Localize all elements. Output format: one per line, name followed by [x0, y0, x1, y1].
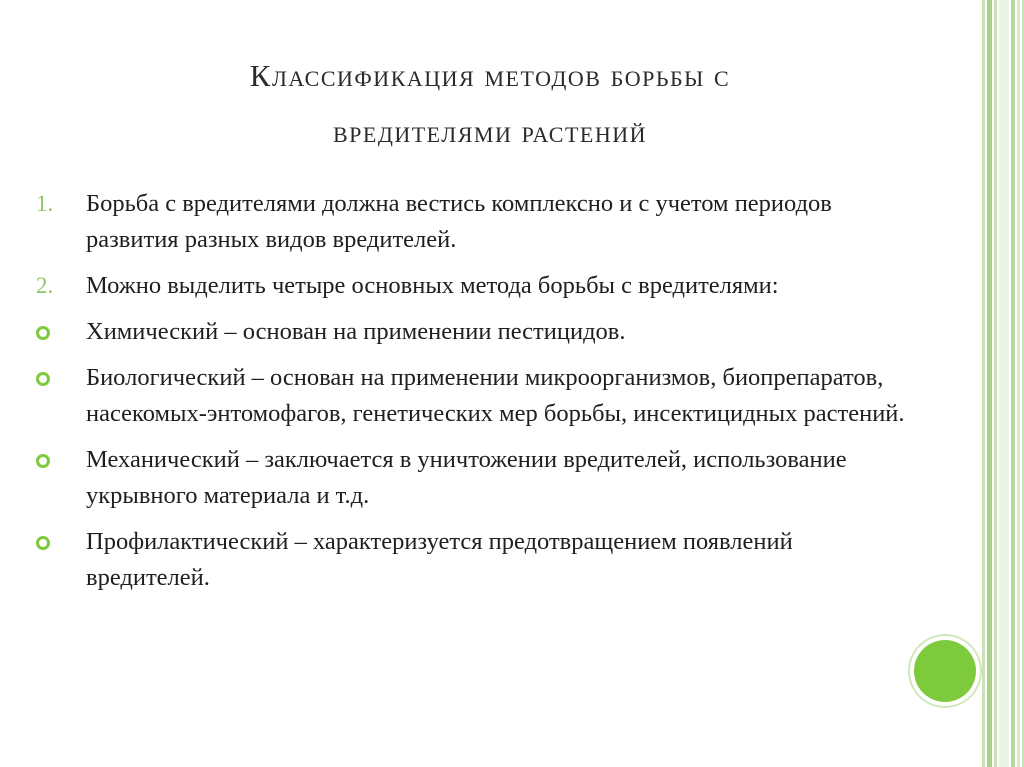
list-number: 2.	[36, 273, 54, 298]
list-item	[36, 314, 916, 350]
list-item	[36, 268, 916, 304]
title-line-1: Классификация методов борьбы с	[249, 58, 731, 93]
list-item-text: Механический – заключается в уничтожении вредителей, использование укрывного материала и т.д.	[86, 446, 847, 509]
title-line-2: вредителями растений	[332, 114, 648, 149]
stripe	[994, 0, 997, 767]
bullet-icon	[36, 326, 50, 340]
list-item-text: Борьба с вредителями должна вестись комплексно и с учетом периодов развития разных видов вредителей.	[86, 190, 832, 253]
stripe	[1017, 0, 1020, 767]
decorative-stripes	[982, 0, 1024, 767]
list-number: 1.	[36, 191, 54, 216]
slide-title	[60, 48, 920, 160]
bullet-icon	[36, 372, 50, 386]
stripe	[999, 0, 1009, 767]
list-item-text: Биологический – основан на применении микроорганизмов, биопрепаратов, насекомых-энтомофагов, генетических мер борьбы, инсектицидных растений.	[86, 364, 905, 427]
bullet-icon	[36, 536, 50, 550]
list-item	[36, 186, 916, 258]
stripe	[982, 0, 985, 767]
list-item	[36, 442, 916, 514]
list-item-text: Можно выделить четыре основных метода борьбы с вредителями:	[86, 272, 779, 299]
list-item	[36, 360, 916, 432]
content-list	[36, 186, 916, 606]
stripe	[1011, 0, 1015, 767]
list-item	[36, 524, 916, 596]
stripe	[987, 0, 992, 767]
decorative-circle	[914, 640, 976, 702]
list-item-text: Профилактический – характеризуется предотвращением появлений вредителей.	[86, 528, 793, 591]
list-item-text: Химический – основан на применении пестицидов.	[86, 318, 626, 345]
bullet-icon	[36, 454, 50, 468]
